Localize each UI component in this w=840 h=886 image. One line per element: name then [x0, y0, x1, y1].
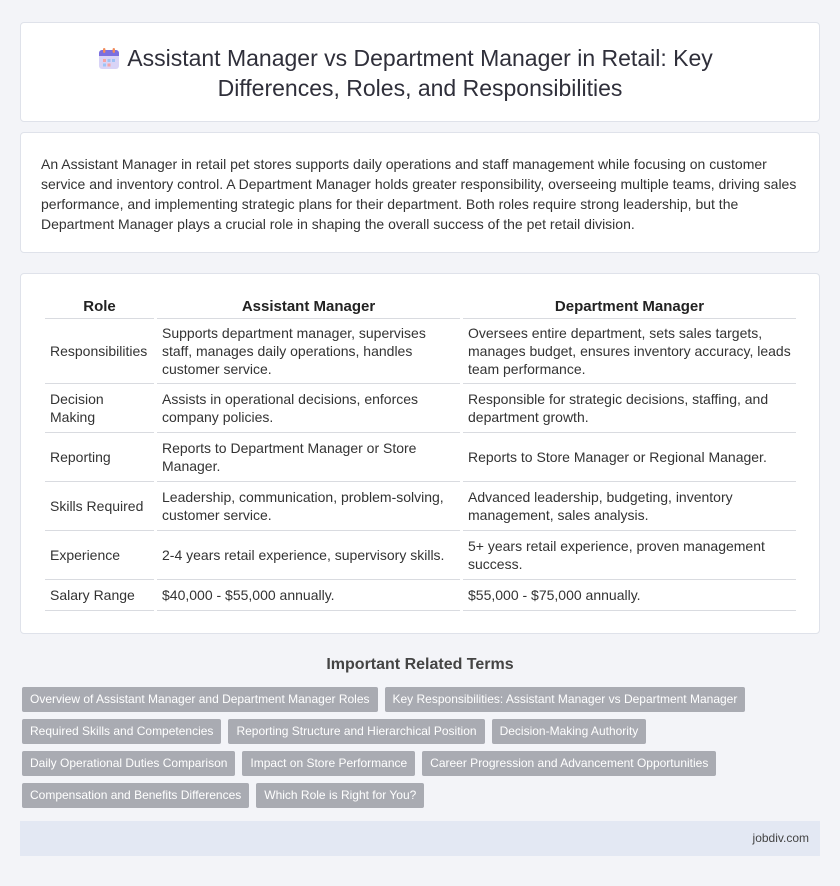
assistant-cell: 2-4 years retail experience, supervisory skills. — [157, 531, 460, 580]
row-label: Reporting — [45, 433, 154, 482]
intro-card — [20, 132, 820, 253]
table-row — [45, 531, 796, 580]
comparison-table — [42, 295, 799, 611]
comparison-card — [20, 273, 820, 634]
department-cell: $55,000 - $75,000 annually. — [463, 580, 796, 611]
row-label: Salary Range — [45, 580, 154, 611]
footer — [20, 821, 820, 856]
related-term-link[interactable]: Career Progression and Advancement Opportunities — [422, 751, 716, 776]
assistant-cell: $40,000 - $55,000 annually. — [157, 580, 460, 611]
related-term-link[interactable]: Daily Operational Duties Comparison — [22, 751, 235, 776]
intro-paragraph: An Assistant Manager in retail pet stores supports daily operations and staff management while focusing on customer service and inventory control. A Department Manager holds greater responsibility, overseeing multiple teams, driving sales performance, and implementing strategic plans for their department. Both roles require strong leadership, but the Department Manager plays a crucial role in shaping the overall success of the pet retail division. — [41, 156, 797, 232]
assistant-cell: Assists in operational decisions, enforces company policies. — [157, 384, 460, 433]
related-terms-heading: Important Related Terms — [326, 656, 514, 673]
column-header-assistant-manager: Assistant Manager — [157, 295, 460, 319]
related-term-link[interactable]: Compensation and Benefits Differences — [22, 783, 249, 808]
related-term-link[interactable]: Which Role is Right for You? — [256, 783, 424, 808]
table-header-row — [45, 295, 796, 319]
department-cell: Responsible for strategic decisions, staffing, and department growth. — [463, 384, 796, 433]
column-header-department-manager: Department Manager — [463, 295, 796, 319]
table-row — [45, 433, 796, 482]
column-header-role: Role — [45, 295, 154, 319]
related-terms-list — [22, 687, 822, 815]
assistant-cell: Leadership, communication, problem-solving, customer service. — [157, 482, 460, 531]
related-term-link[interactable]: Decision-Making Authority — [492, 719, 647, 744]
related-term-link[interactable]: Required Skills and Competencies — [22, 719, 221, 744]
assistant-cell: Reports to Department Manager or Store Manager. — [157, 433, 460, 482]
department-cell: 5+ years retail experience, proven management success. — [463, 531, 796, 580]
footer-site-link[interactable]: jobdiv.com — [752, 831, 809, 845]
row-label: Decision Making — [45, 384, 154, 433]
row-label: Experience — [45, 531, 154, 580]
table-row — [45, 580, 796, 611]
page-title: Assistant Manager vs Department Manager in Retail: Key Differences, Roles, and Responsibilities — [127, 45, 713, 101]
title-card — [20, 22, 820, 122]
department-cell: Advanced leadership, budgeting, inventory management, sales analysis. — [463, 482, 796, 531]
related-term-link[interactable]: Key Responsibilities: Assistant Manager vs Department Manager — [385, 687, 746, 712]
department-cell: Oversees entire department, sets sales targets, manages budget, ensures inventory accuracy, leads team performance. — [463, 319, 796, 384]
assistant-cell: Supports department manager, supervises staff, manages daily operations, handles customer service. — [157, 319, 460, 384]
table-row — [45, 384, 796, 433]
table-row — [45, 482, 796, 531]
row-label: Skills Required — [45, 482, 154, 531]
table-row — [45, 319, 796, 384]
row-label: Responsibilities — [45, 319, 154, 384]
related-term-link[interactable]: Reporting Structure and Hierarchical Position — [228, 719, 484, 744]
department-cell: Reports to Store Manager or Regional Manager. — [463, 433, 796, 482]
related-term-link[interactable]: Overview of Assistant Manager and Department Manager Roles — [22, 687, 378, 712]
related-term-link[interactable]: Impact on Store Performance — [242, 751, 415, 776]
